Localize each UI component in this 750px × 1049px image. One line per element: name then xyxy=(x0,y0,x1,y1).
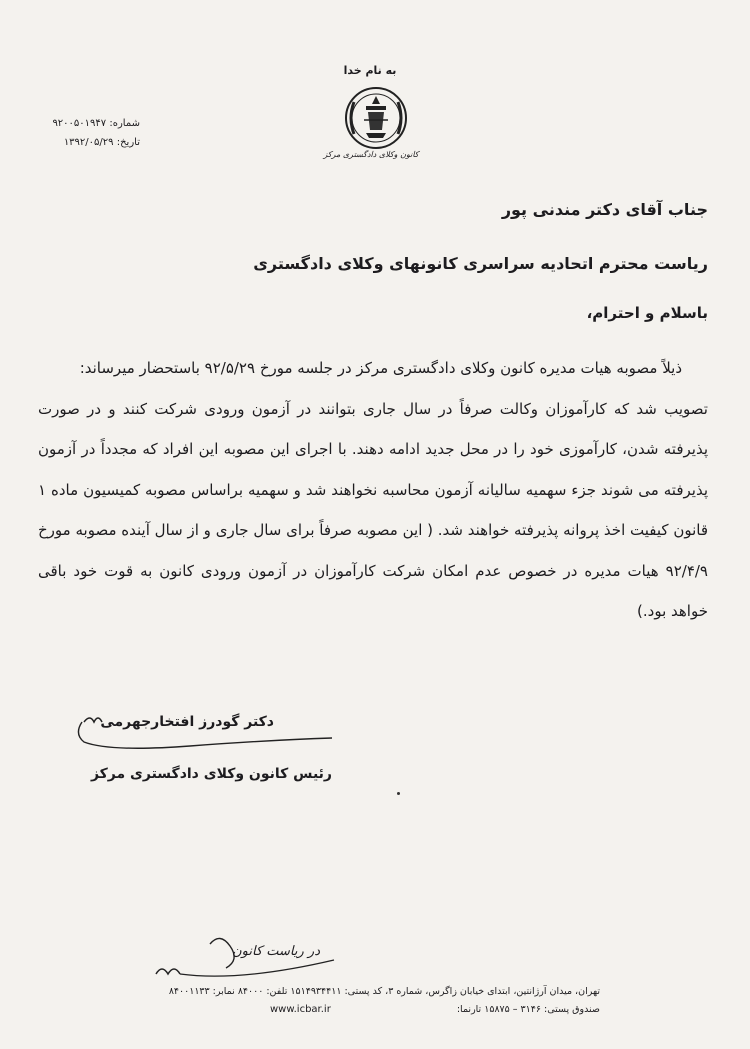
letter-meta xyxy=(40,114,140,152)
handwritten-note: در ریاست کانون xyxy=(232,944,320,959)
letter-date-label: تاریخ: xyxy=(116,137,140,148)
basmala: به نام خدا xyxy=(343,64,397,77)
signatory-name: دکتر گودرز افتخارجهرمی xyxy=(100,714,274,730)
bar-association-emblem-icon xyxy=(336,78,416,158)
ink-dot xyxy=(397,792,400,795)
body-lead: ذیلاً مصوبه هیات مدیره کانون وکلای دادگستری مرکز در جلسه مورخ ۹۲/۵/۲۹ باستحضار میرساند: xyxy=(79,359,682,377)
footer-address: تهران، میدان آرژانتین، ابتدای خیابان زاگرس، شماره ۳، کد پستی: ۱۵۱۴۹۳۴۴۱۱ تلفن: ۸۴۰۰۰ نمابر: ۸۴۰۰۱۱۳۳ xyxy=(168,986,600,997)
letter-date-value: ۱۳۹۲/۰۵/۲۹ xyxy=(63,137,114,148)
letter-number-value: ۹۲۰۰۵۰۱۹۴۷ xyxy=(52,118,107,129)
letter-number-label: شماره: xyxy=(109,118,140,129)
letter-date-row xyxy=(40,133,140,152)
greeting: باسلام و احترام، xyxy=(586,304,708,322)
footer-website-link[interactable]: www.icbar.ir xyxy=(270,1004,331,1015)
footer-postal: صندوق پستی: ۳۱۴۶ – ۱۵۸۷۵ تارنما: xyxy=(456,1004,600,1015)
emblem-caption: کانون وکلای دادگستری مرکز xyxy=(323,150,419,159)
body-paragraph: تصویب شد که کارآموزان وکالت صرفاً در سال جاری بتوانند در آزمون ورودی شرکت کنند و در صورت پذیرفته شدن، کارآموزی خود را در محل جدید ادامه دهند. با اجرای این مصوبه این افراد که مجدداً در آزمون پذیرفته می شوند جزء سهمیه سالیانه آزمون محاسبه نخواهند شد و سهمیه براساس مصوبه کمیسیون ماده ۱ قانون کیفیت اخذ پروانه پذیرفته خواهند شد. ( این مصوبه صرفاً برای سال جاری و از سال آینده مصوبه مورخ ۹۲/۴/۹ هیات مدیره در خصوص عدم امکان شرکت کارآموزان در آزمون ورودی کانون به قوت خود باقی خواهد بود.) xyxy=(38,399,708,620)
signatory-title: رئیس کانون وکلای دادگستری مرکز xyxy=(90,766,332,782)
addressee-title: ریاست محترم اتحادیه سراسری کانونهای وکلای دادگستری xyxy=(253,254,708,273)
letter-body xyxy=(38,348,708,632)
addressee-name: جناب آقای دکتر مندنی پور xyxy=(501,200,708,219)
letter-number-row xyxy=(40,114,140,133)
